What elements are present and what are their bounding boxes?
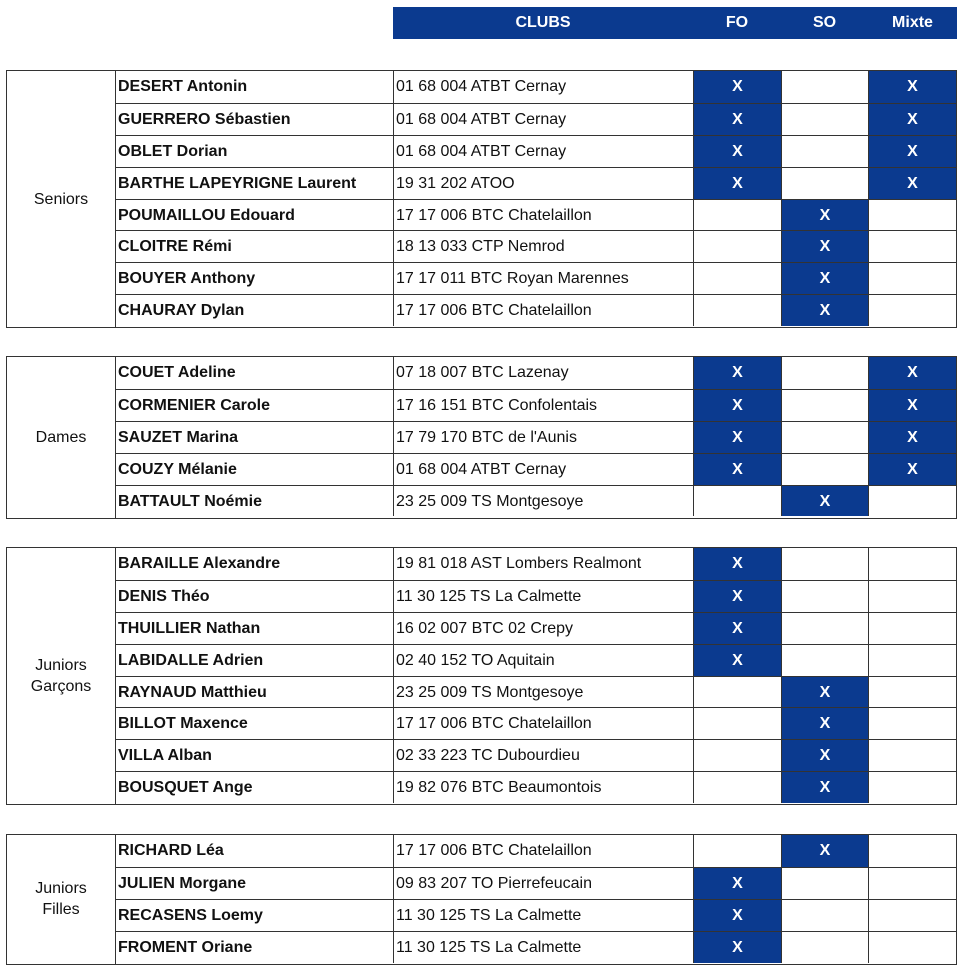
player-name: BOUYER Anthony [115, 263, 394, 294]
so-cell [782, 868, 869, 899]
header-so: SO [812, 14, 837, 31]
fo-cell: X [694, 932, 782, 963]
header-mixte: Mixte [892, 14, 933, 31]
table-row [115, 867, 956, 899]
fo-cell: X [694, 168, 782, 199]
player-name: BARAILLE Alexandre [115, 548, 394, 580]
table-row [115, 135, 956, 167]
mixte-cell [869, 708, 956, 739]
player-name: VILLA Alban [115, 740, 394, 771]
club-cell: 19 31 202 ATOO [394, 168, 694, 199]
player-name: CLOITRE Rémi [115, 231, 394, 262]
player-name: GUERRERO Sébastien [115, 104, 394, 135]
player-name: RECASENS Loemy [115, 900, 394, 931]
table-row [115, 357, 956, 389]
mixte-cell: X [869, 390, 956, 421]
player-name: THUILLIER Nathan [115, 613, 394, 644]
category-section [6, 70, 957, 328]
club-cell: 11 30 125 TS La Calmette [394, 581, 694, 612]
so-cell: X [782, 835, 869, 867]
player-name: FROMENT Oriane [115, 932, 394, 963]
table-row [115, 580, 956, 612]
so-cell: X [782, 740, 869, 771]
mixte-cell [869, 295, 956, 326]
table-row [115, 103, 956, 135]
so-cell [782, 422, 869, 453]
mixte-cell: X [869, 136, 956, 167]
fo-cell [694, 772, 782, 803]
player-name: BATTAULT Noémie [115, 486, 394, 517]
player-name: COUET Adeline [115, 357, 394, 389]
club-cell: 16 02 007 BTC 02 Crepy [394, 613, 694, 644]
club-cell: 09 83 207 TO Pierrefeucain [394, 868, 694, 899]
fo-cell: X [694, 613, 782, 644]
so-cell [782, 613, 869, 644]
so-cell [782, 168, 869, 199]
player-name: DESERT Antonin [115, 71, 394, 103]
club-cell: 07 18 007 BTC Lazenay [394, 357, 694, 389]
fo-cell [694, 486, 782, 517]
table-row [115, 548, 956, 580]
fo-cell [694, 740, 782, 771]
category-label: Juniors Garçons [7, 548, 116, 804]
mixte-cell [869, 263, 956, 294]
category-label: Juniors Filles [7, 835, 116, 964]
category-rows [115, 835, 956, 963]
so-cell [782, 581, 869, 612]
so-cell: X [782, 677, 869, 708]
fo-cell: X [694, 900, 782, 931]
club-cell: 17 17 006 BTC Chatelaillon [394, 835, 694, 867]
header-fo: FO [725, 14, 749, 31]
fo-cell [694, 677, 782, 708]
player-name: RAYNAUD Matthieu [115, 677, 394, 708]
category-rows [115, 548, 956, 803]
so-cell [782, 548, 869, 580]
so-cell [782, 71, 869, 103]
so-cell [782, 357, 869, 389]
club-cell: 11 30 125 TS La Calmette [394, 900, 694, 931]
so-cell: X [782, 772, 869, 803]
club-cell: 01 68 004 ATBT Cernay [394, 454, 694, 485]
table-row [115, 676, 956, 708]
mixte-cell [869, 231, 956, 262]
club-cell: 23 25 009 TS Montgesoye [394, 486, 694, 517]
club-cell: 02 33 223 TC Dubourdieu [394, 740, 694, 771]
club-cell: 17 17 006 BTC Chatelaillon [394, 295, 694, 326]
so-cell [782, 932, 869, 963]
fo-cell [694, 231, 782, 262]
mixte-cell [869, 613, 956, 644]
mixte-cell: X [869, 422, 956, 453]
mixte-cell: X [869, 168, 956, 199]
so-cell [782, 104, 869, 135]
category-label: Dames [7, 357, 116, 518]
so-cell: X [782, 708, 869, 739]
table-row [115, 612, 956, 644]
table-row [115, 485, 956, 517]
category-section [6, 834, 957, 965]
player-name: CHAURAY Dylan [115, 295, 394, 326]
category-rows [115, 71, 956, 326]
club-cell: 01 68 004 ATBT Cernay [394, 104, 694, 135]
so-cell [782, 454, 869, 485]
club-cell: 01 68 004 ATBT Cernay [394, 71, 694, 103]
fo-cell: X [694, 357, 782, 389]
club-cell: 17 17 006 BTC Chatelaillon [394, 200, 694, 231]
player-name: RICHARD Léa [115, 835, 394, 867]
player-name: POUMAILLOU Edouard [115, 200, 394, 231]
mixte-cell [869, 548, 956, 580]
so-cell: X [782, 200, 869, 231]
club-cell: 19 81 018 AST Lombers Realmont [394, 548, 694, 580]
table-row [115, 421, 956, 453]
category-label: Seniors [7, 71, 116, 327]
mixte-cell: X [869, 454, 956, 485]
fo-cell: X [694, 548, 782, 580]
fo-cell [694, 200, 782, 231]
player-name: CORMENIER Carole [115, 390, 394, 421]
table-row [115, 71, 956, 103]
player-name: BARTHE LAPEYRIGNE Laurent [115, 168, 394, 199]
player-name: SAUZET Marina [115, 422, 394, 453]
player-name: COUZY Mélanie [115, 454, 394, 485]
fo-cell [694, 263, 782, 294]
club-cell: 17 17 006 BTC Chatelaillon [394, 708, 694, 739]
player-name: LABIDALLE Adrien [115, 645, 394, 676]
club-cell: 17 79 170 BTC de l'Aunis [394, 422, 694, 453]
mixte-cell: X [869, 71, 956, 103]
so-cell [782, 136, 869, 167]
table-row [115, 931, 956, 963]
club-cell: 02 40 152 TO Aquitain [394, 645, 694, 676]
mixte-cell [869, 900, 956, 931]
table-row [115, 230, 956, 262]
club-cell: 17 17 011 BTC Royan Marennes [394, 263, 694, 294]
mixte-cell [869, 868, 956, 899]
fo-cell: X [694, 422, 782, 453]
category-rows [115, 357, 956, 516]
club-cell: 11 30 125 TS La Calmette [394, 932, 694, 963]
player-name: BOUSQUET Ange [115, 772, 394, 803]
table-row [115, 644, 956, 676]
fo-cell: X [694, 645, 782, 676]
mixte-cell [869, 645, 956, 676]
player-name: JULIEN Morgane [115, 868, 394, 899]
so-cell [782, 900, 869, 931]
fo-cell: X [694, 104, 782, 135]
mixte-cell [869, 772, 956, 803]
mixte-cell: X [869, 357, 956, 389]
club-cell: 17 16 151 BTC Confolentais [394, 390, 694, 421]
fo-cell: X [694, 390, 782, 421]
so-cell: X [782, 486, 869, 517]
club-cell: 18 13 033 CTP Nemrod [394, 231, 694, 262]
club-cell: 01 68 004 ATBT Cernay [394, 136, 694, 167]
mixte-cell [869, 740, 956, 771]
table-row [115, 167, 956, 199]
player-name: BILLOT Maxence [115, 708, 394, 739]
table-row [115, 707, 956, 739]
mixte-cell [869, 581, 956, 612]
mixte-cell [869, 835, 956, 867]
category-section [6, 547, 957, 805]
table-row [115, 899, 956, 931]
fo-cell [694, 835, 782, 867]
so-cell: X [782, 231, 869, 262]
mixte-cell [869, 486, 956, 517]
club-cell: 19 82 076 BTC Beaumontois [394, 772, 694, 803]
fo-cell: X [694, 581, 782, 612]
header-clubs: CLUBS [515, 14, 571, 31]
player-name: OBLET Dorian [115, 136, 394, 167]
so-cell: X [782, 263, 869, 294]
category-section [6, 356, 957, 519]
table-row [115, 835, 956, 867]
mixte-cell [869, 200, 956, 231]
column-header-bar [393, 7, 957, 39]
fo-cell: X [694, 454, 782, 485]
table-row [115, 389, 956, 421]
table-row [115, 294, 956, 326]
fo-cell: X [694, 868, 782, 899]
table-row [115, 771, 956, 803]
fo-cell: X [694, 136, 782, 167]
fo-cell: X [694, 71, 782, 103]
mixte-cell [869, 932, 956, 963]
table-row [115, 262, 956, 294]
table-row [115, 453, 956, 485]
mixte-cell [869, 677, 956, 708]
so-cell [782, 390, 869, 421]
table-row [115, 739, 956, 771]
so-cell [782, 645, 869, 676]
table-row [115, 199, 956, 231]
fo-cell [694, 708, 782, 739]
club-cell: 23 25 009 TS Montgesoye [394, 677, 694, 708]
fo-cell [694, 295, 782, 326]
mixte-cell: X [869, 104, 956, 135]
so-cell: X [782, 295, 869, 326]
player-name: DENIS Théo [115, 581, 394, 612]
